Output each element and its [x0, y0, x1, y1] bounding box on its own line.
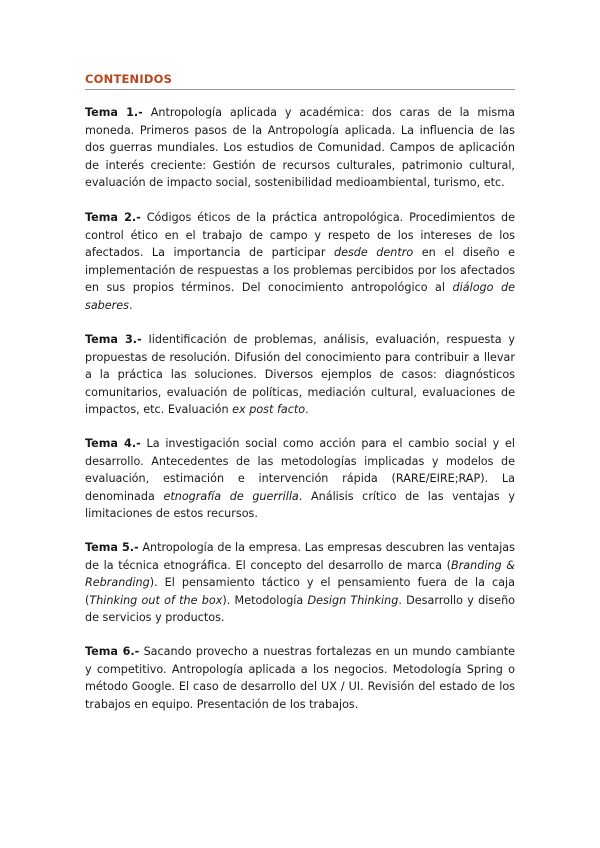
topic-emphasis: Branding & Rebranding — [85, 558, 515, 589]
topic-text: . Análisis crítico de las ventajas y limitaciones de estos recursos. — [85, 489, 516, 520]
topic-text: . — [305, 403, 309, 416]
topic-text: Antropología de la empresa. Las empresas descubren las ventajas de la técnica etnográfica. El concepto del desarrollo de marca ( — [85, 541, 515, 572]
topic-text: Antropología aplicada y académica: dos caras de la misma moneda. Primeros pasos de la Antropología aplicada. La influencia de las dos guerras mundiales. Los estudios de Comunidad. Campos de aplicación de interés creciente: Gestión de recursos culturales, patrimonio cultural, evaluación de impacto social, sostenibilidad medioambiental, turismo, etc. — [85, 106, 515, 189]
topic-text: en el diseño e implementación de respuestas a los problemas percibidos por los afectados en sus propios términos. Del conocimiento antropológico al — [85, 246, 516, 294]
topic-paragraph — [85, 435, 515, 523]
topic-text: Sacando provecho a nuestras fortalezas en un mundo cambiante y competitivo. Antropología aplicada a los negocios. Metodología Spring o método Google. El caso de desarrollo del UX / UI. Revisión del estado de los trabajos en equipo. Presentación de los trabajos. — [85, 645, 515, 711]
topic-label: Tema 2.- — [85, 211, 141, 224]
topic-text: La investigación social como acción para el cambio social y el desarrollo. Antecedentes de las metodologías implicadas y modelos de evaluación, estimación e intervención rápida (RARE/EIRE;RAP). La denominada — [85, 437, 516, 503]
topic-paragraph — [85, 209, 515, 314]
topic-emphasis: Thinking out of the box — [89, 593, 223, 607]
topic-paragraph — [85, 643, 515, 713]
topic-text: Iidentificación de problemas, análisis, evaluación, respuesta y propuestas de resolución. Difusión del conocimiento para contribuir a llevar a la práctica las soluciones. Diversos ejemplos de casos: diagnósticos comunitarios, evaluación de políticas, mediación cultural, evaluaciones de impactos, etc. Evaluación — [85, 333, 515, 416]
section-heading: CONTENIDOS — [85, 72, 515, 90]
topic-text: Códigos éticos de la práctica antropológica. Procedimientos de control ético en el trabajo de campo y respeto de los intereses de los afectados. La importancia de participar — [85, 211, 515, 259]
topic-emphasis: etnografía de guerrilla — [163, 489, 299, 503]
topic-paragraph — [85, 104, 515, 192]
topic-text: . — [128, 298, 133, 312]
topic-emphasis: diálogo de saberes — [85, 281, 515, 312]
topic-text: ). El pensamiento táctico y el pensamiento fuera de la caja ( — [85, 576, 515, 607]
topic-emphasis: ex post facto — [232, 403, 306, 416]
topic-label: Tema 5.- — [85, 541, 139, 554]
topic-text: . Desarrollo y diseño de servicios y productos. — [85, 593, 516, 624]
topic-paragraph — [85, 539, 515, 627]
topic-emphasis: desde dentro — [333, 246, 414, 259]
topic-emphasis: Design Thinking — [307, 593, 399, 607]
topic-label: Tema 3.- — [85, 333, 142, 346]
topic-paragraph — [85, 331, 515, 419]
topic-label: Tema 1.- — [85, 106, 143, 119]
topic-label: Tema 6.- — [85, 645, 140, 658]
topic-label: Tema 4.- — [85, 437, 141, 450]
topic-text: ). Metodología — [222, 593, 308, 607]
